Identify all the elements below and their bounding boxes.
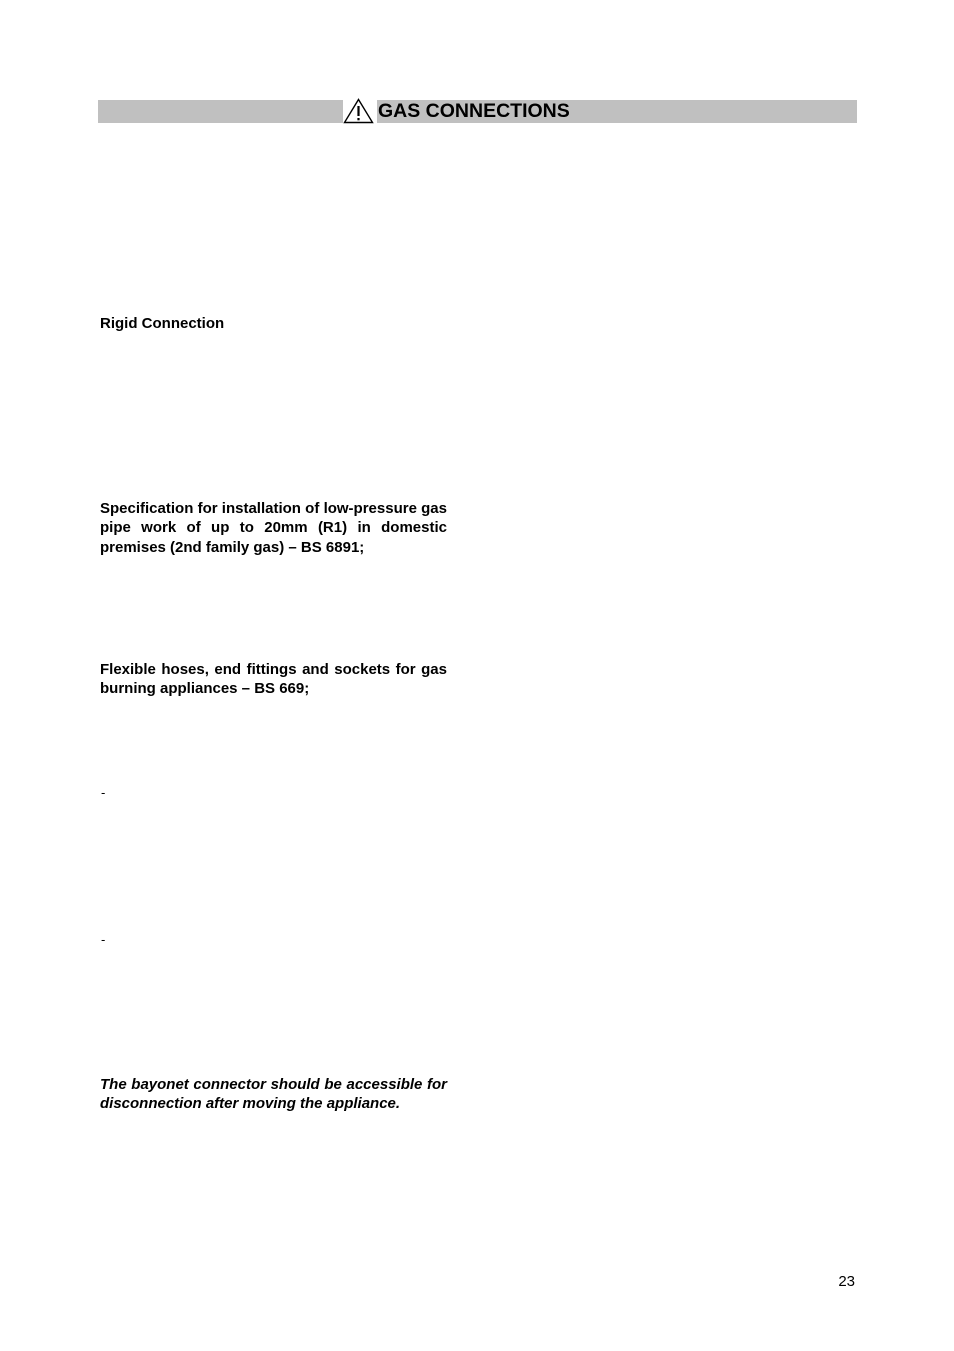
flexible-hoses-text: Flexible hoses, end fittings and sockets for gas burning appliances – BS 669; (100, 661, 447, 698)
page-title: GAS CONNECTIONS (378, 99, 570, 122)
section-header (343, 96, 572, 126)
page-number: 23 (838, 1273, 855, 1290)
list-dash: - (101, 785, 106, 800)
warning-icon (343, 98, 374, 124)
list-dash: - (101, 932, 106, 947)
bayonet-note: The bayonet connector should be accessible for disconnection after moving the appliance. (100, 1076, 447, 1113)
spec-low-pressure-text: Specification for installation of low-pressure gas pipe work of up to 20mm (R1) in domestic premises (2nd family gas) – BS 6891; (100, 500, 447, 556)
rigid-connection-heading: Rigid Connection (100, 315, 225, 332)
